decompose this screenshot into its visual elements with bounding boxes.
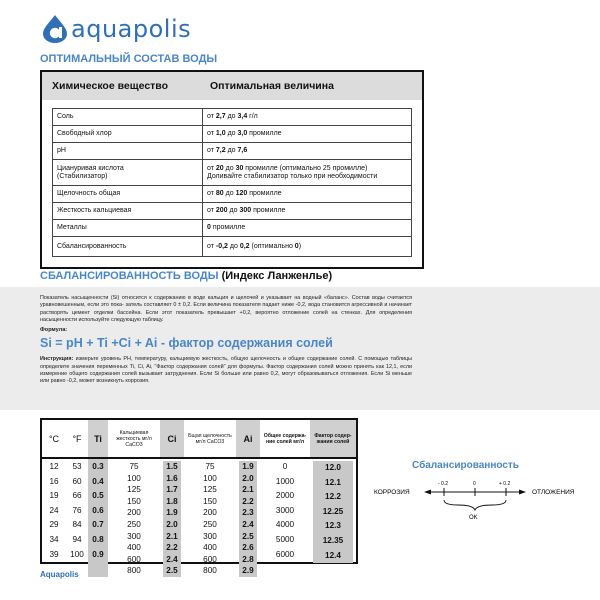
table-cell: 53 [72, 462, 82, 471]
table-row [53, 126, 412, 143]
logo-mark-icon [40, 14, 70, 44]
table-cell: 200 [203, 508, 217, 518]
instruction-text [40, 356, 412, 385]
table-cell: 84 [72, 520, 82, 530]
column-ai-wrap [236, 458, 260, 577]
table-cell: 150 [203, 496, 217, 506]
table-cell: 2.2 [242, 496, 254, 506]
header-salt-factor: Фактор содер- жания солей [310, 420, 356, 458]
table-cell: 0.5 [92, 491, 104, 501]
table-row [53, 220, 412, 237]
table-cell: 94 [72, 534, 82, 544]
table-cell: 1.8 [166, 496, 178, 506]
table-cell: 0 [282, 462, 288, 471]
table-cell: 2.5 [166, 566, 178, 576]
table-cell: 12.35 [322, 535, 344, 545]
formula-label: Формула: [40, 327, 68, 334]
table-cell: 2.2 [166, 543, 178, 553]
column-ci-wrap [160, 458, 184, 577]
column-celsius [42, 458, 66, 577]
info-paragraph: Показатель насыщенности (Si) относится к содержанию в воде кальция и щелочей и указывает на водный «баланс». Состав воды считается уравновешенным, если это пока- затель составляет 0 ± 0,2. Если величина показателя падает ниже -0,2, вода становится агрессивной и начинает растворять цемент отделки бассейна. Если этот показатель превышает +0,2, вероятно отложение солей на стенках. Для определения насыщенности используйте следующую таблицу. [40, 295, 412, 323]
logo-text: aquapolis [71, 15, 192, 43]
table-cell: 150 [127, 496, 141, 506]
column-total-salt [260, 458, 310, 577]
table-cell: 4000 [275, 520, 295, 530]
table-cell: 12.2 [325, 492, 341, 502]
column-ai [239, 461, 257, 577]
formula: Si = pH + Ti +Ci + Ai - фактор содержания солей [40, 336, 333, 351]
row-name: Жесткость кальциевая [53, 203, 203, 220]
balance-title: Сбалансированность [412, 460, 519, 471]
instruction-label: Инструкция: [40, 356, 74, 363]
label-ok: OK [469, 515, 478, 521]
table-cell: 75 [129, 462, 139, 471]
table-cell: 125 [203, 485, 217, 495]
table-cell: 29 [49, 520, 59, 530]
table-cell: 1.7 [166, 485, 178, 495]
si-table-body [42, 458, 356, 577]
table-cell: 0.8 [92, 534, 104, 544]
row-value: 0 промилле [203, 220, 412, 237]
table-cell: 76 [72, 505, 82, 515]
table-cell: 0.4 [92, 476, 104, 486]
table-cell: 250 [127, 519, 141, 529]
table-cell: 34 [49, 534, 59, 544]
table-cell: 2.1 [242, 485, 254, 495]
table-cell: 2000 [275, 491, 295, 501]
table-cell: 2.1 [166, 531, 178, 541]
table-cell: 0.6 [92, 505, 104, 515]
table-cell: 100 [127, 473, 141, 483]
table-cell: 2.0 [242, 473, 254, 483]
label-corrosion: КОРРОЗИЯ [374, 489, 410, 496]
table-cell: 12.3 [325, 521, 341, 531]
column-fahrenheit [66, 458, 88, 577]
optimal-composition-table [40, 70, 424, 269]
header-celsius: °C [42, 420, 66, 458]
row-value: от 1,0 до 3,0 промилле [203, 126, 412, 143]
header-substance: Химическое вещество [52, 80, 169, 92]
table-cell: 5000 [275, 534, 295, 544]
table-cell: 0.7 [92, 520, 104, 530]
info-band [0, 287, 600, 410]
table-cell: 75 [205, 462, 215, 471]
row-name: Металлы [53, 220, 203, 237]
table-cell: 12.4 [325, 550, 341, 560]
table-cell: 24 [49, 505, 59, 515]
table-cell: 100 [203, 473, 217, 483]
section-title-balance [40, 270, 332, 282]
header-alkalinity: Бщая щелочность мг/л CaCO3 [184, 420, 236, 458]
table-row [53, 160, 412, 186]
table-cell: 0.9 [92, 549, 104, 559]
si-table-header [42, 420, 356, 458]
ok-brace [444, 500, 506, 510]
table-cell: 12.25 [322, 506, 344, 516]
row-value: от 80 до 120 промилле [203, 186, 412, 203]
table-cell: 300 [203, 531, 217, 541]
aquapolis-logo [40, 12, 191, 46]
header-optimal-value: Оптимальная величина [210, 80, 334, 92]
header-total-salt: Общее содержа- ние солей мг/л [260, 420, 310, 458]
tick-label-minus: - 0.2 [438, 481, 449, 487]
table-cell: 1.9 [166, 508, 178, 518]
table-row [53, 186, 412, 203]
table-cell: 12.1 [325, 477, 341, 487]
table-cell: 600 [203, 554, 217, 564]
header-ti: Ti [88, 420, 108, 458]
tick-label-plus: + 0.2 [499, 481, 511, 487]
table-header [42, 72, 422, 100]
row-name: Циануривая кислота (Стабилизатор) [53, 160, 203, 186]
arrow-left-icon [424, 490, 431, 495]
table-row [53, 109, 412, 126]
table-cell: 12.0 [325, 463, 341, 472]
table-cell: 12 [49, 462, 59, 471]
footer-brand: Aquapolis [40, 570, 79, 579]
balance-scale-diagram [368, 474, 600, 524]
table-cell: 2.9 [242, 566, 254, 576]
row-name: Сбалансированность [53, 237, 203, 257]
table-cell: 39 [49, 549, 59, 559]
column-ci [163, 461, 181, 577]
table-cell: 800 [127, 566, 141, 576]
table-cell: 600 [127, 554, 141, 564]
table-cell: 3000 [275, 505, 295, 515]
table-cell: 19 [49, 491, 59, 501]
section-title-optimal: ОПТИМАЛЬНЫЙ СОСТАВ ВОДЫ [40, 53, 218, 65]
table-cell: 200 [127, 508, 141, 518]
column-salt-factor [313, 461, 353, 563]
table-cell: 16 [49, 476, 59, 486]
label-deposits: ОТЛОЖЕНИЯ [532, 489, 575, 496]
section-title-balance-suffix: (Индекс Ланженлье) [218, 270, 333, 282]
row-name: pH [53, 143, 203, 160]
table-cell: 2.0 [166, 519, 178, 529]
table-cell: 400 [203, 543, 217, 553]
table-cell: 66 [72, 491, 82, 501]
table-row [53, 143, 412, 160]
row-name: Свободный хлор [53, 126, 203, 143]
table-cell: 60 [72, 476, 82, 486]
table-cell: 1.9 [242, 462, 254, 471]
table-cell: 250 [203, 519, 217, 529]
header-ai: Ai [236, 420, 260, 458]
table-row [53, 237, 412, 257]
row-value: от 200 до 300 промилле [203, 203, 412, 220]
table-cell: 6000 [275, 549, 295, 559]
table-cell: 2.3 [242, 508, 254, 518]
table-cell: 2.4 [242, 519, 254, 529]
row-value: от 2,7 до 3,4 г/л [203, 109, 412, 126]
instruction-body: измерьте уровень PH, температуру, кальциевую жесткость, общую щелочность и общее содержание солей. С помощью таблицы определите значения переменных Ti, Ci, Ai, "Фактор содержания солей" для формулы. Фактор содержания солей можно принять как 12,1, если измерение общего содержания солей вызывает затруднения. Если Si больше или равно 0,2, могут образовываться отложения. Если Si меньше или равно -0,2, может возникнуть коррозия. [40, 356, 412, 385]
column-calcium [108, 458, 160, 577]
table-cell: 1.6 [166, 473, 178, 483]
header-calcium: Кальциевая жесткость мг/л CaCO3 [108, 420, 160, 458]
arrow-right-icon [519, 490, 526, 495]
table-cell: 2.5 [242, 531, 254, 541]
column-alkalinity [184, 458, 236, 577]
table-cell: 2.6 [242, 543, 254, 553]
column-factor-wrap [310, 458, 356, 577]
table-row [53, 203, 412, 220]
row-name: Щелочность общая [53, 186, 203, 203]
table-cell: 0.3 [92, 462, 104, 471]
table-cell: 100 [70, 549, 84, 559]
table-cell: 300 [127, 531, 141, 541]
table-cell: 2.4 [166, 554, 178, 564]
table-cell: 800 [203, 566, 217, 576]
row-value: от 7,2 до 7,6 [203, 143, 412, 160]
table-cell: 400 [127, 543, 141, 553]
table-cell: 125 [127, 485, 141, 495]
table-cell: 1000 [275, 476, 295, 486]
tick-label-zero: 0 [473, 481, 476, 487]
row-value: от -0,2 до 0,2 (оптимально 0) [203, 237, 412, 257]
header-fahrenheit: °F [66, 420, 88, 458]
section-title-balance-main: СБАЛАНСИРОВАННОСТЬ ВОДЫ [40, 270, 219, 282]
header-ci: Ci [160, 420, 184, 458]
row-name: Соль [53, 109, 203, 126]
column-ti [88, 458, 108, 577]
table-cell: 2.8 [242, 554, 254, 564]
row-value: от 20 до 30 промилле (оптимально 25 промилле) Доливайте стабилизатор только при необходимости [203, 160, 412, 186]
table-cell: 1.5 [166, 462, 178, 471]
